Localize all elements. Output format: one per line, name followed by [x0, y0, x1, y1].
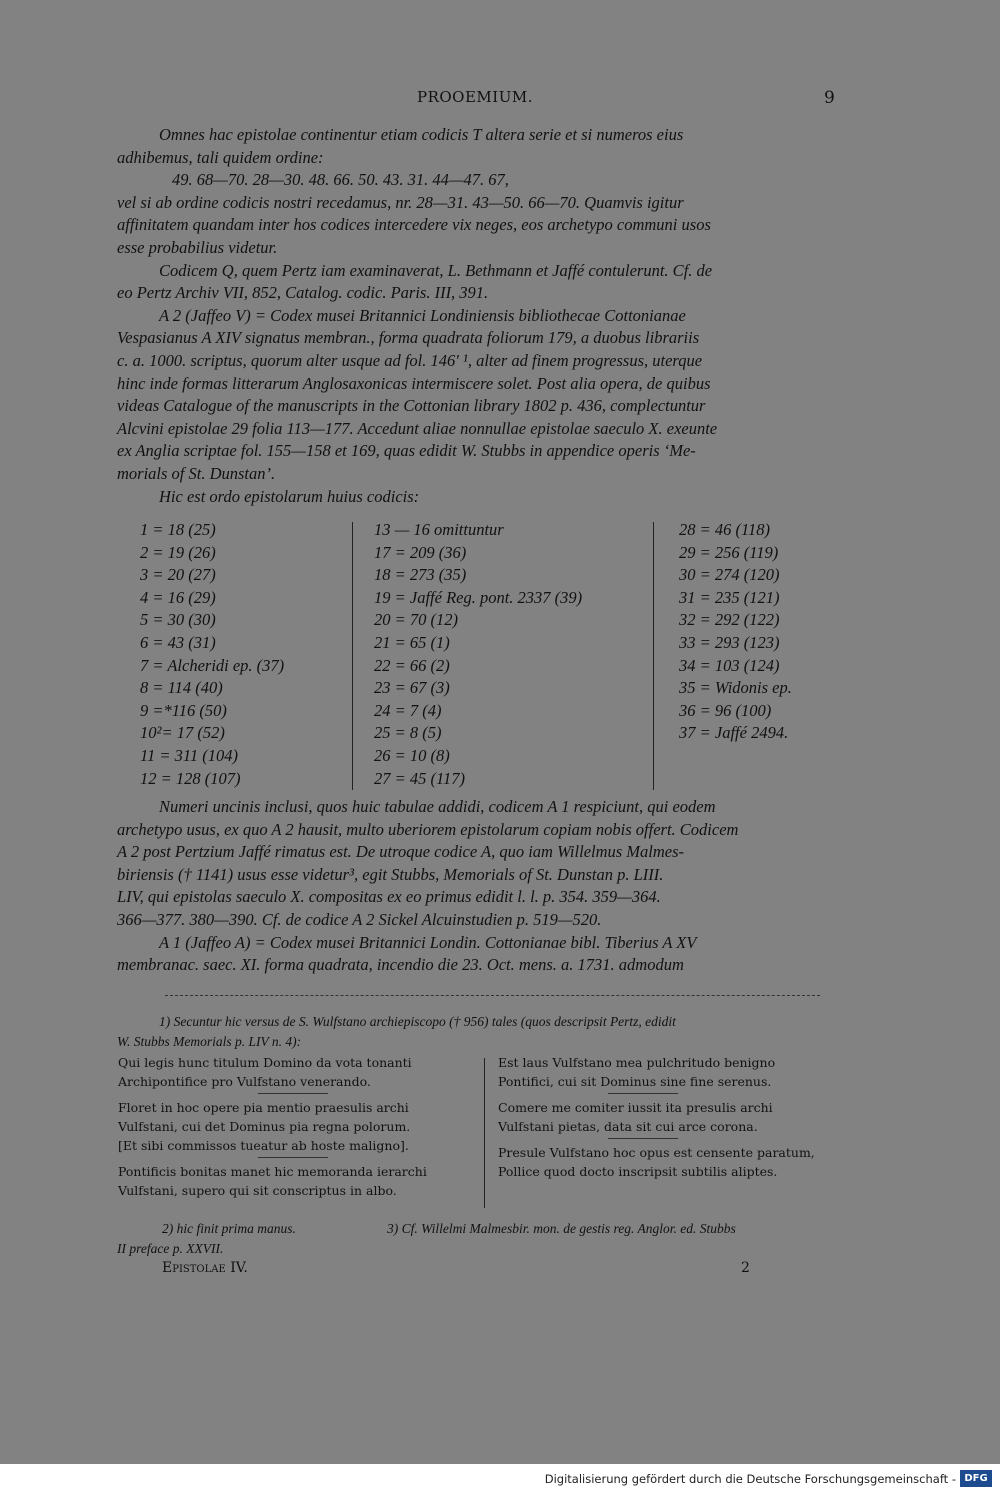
text-line: A 1 (Jaffeo A) = Codex musei Britannici Londin. Cottonianae bibl. Tiberius A XV: [159, 932, 697, 952]
funding-footer-bar: [0, 1464, 1000, 1495]
table-cell: 9 =*116 (50): [140, 700, 227, 720]
stanza-divider: [258, 1093, 328, 1094]
table-cell: 21 = 65 (1): [374, 632, 450, 652]
table-cell: 2 = 19 (26): [140, 542, 216, 562]
table-cell: 30 = 274 (120): [679, 565, 780, 585]
signature-number: 2: [741, 1260, 750, 1276]
table-cell: 29 = 256 (119): [679, 542, 779, 562]
table-cell: 37 = Jaffé 2494.: [679, 723, 789, 743]
signature-mark: Epistolae IV.: [162, 1260, 248, 1276]
text-line: esse probabilius videtur.: [117, 237, 278, 257]
funding-credit-text: Digitalisierung gefördert durch die Deutsche Forschungsgemeinschaft -: [544, 1472, 956, 1486]
table-cell: 11 = 311 (104): [140, 745, 239, 765]
text-line: Numeri uncinis inclusi, quos huic tabulae addidi, codicem A 1 respiciunt, qui eodem: [159, 797, 716, 816]
poem-line: Est laus Vulfstano mea pulchritudo benigno: [498, 1055, 776, 1070]
table-cell: 36 = 96 (100): [679, 700, 772, 720]
table-cell: 23 = 67 (3): [374, 678, 450, 698]
stanza-divider: [608, 1093, 678, 1094]
text-line: 366—377. 380—390. Cf. de codice A 2 Sickel Alcuinstudien p. 519—520.: [117, 909, 602, 929]
text-line: biriensis († 1141) usus esse videtur³, egit Stubbs, Memorials of St. Dunstan p. LIII.: [117, 864, 664, 884]
table-cell: 33 = 293 (123): [679, 632, 780, 652]
table-cell: 7 = Alcheridi ep. (37): [140, 655, 285, 675]
text-line: Alcvini epistolae 29 folia 113—177. Accedunt aliae nonnullae epistolae saeculo X. exeunte: [117, 418, 718, 438]
table-cell: 35 = Widonis ep.: [679, 678, 792, 698]
text-line: affinitatem quandam inter hos codices intercedere vix neges, eos archetypo communi usos: [117, 215, 711, 235]
poem-line: Comere me comiter iussit ita presulis archi: [498, 1100, 773, 1115]
text-line: Codicem Q, quem Pertz iam examinaverat, L. Bethmann et Jaffé contulerunt. Cf. de: [159, 260, 713, 280]
text-line: vel si ab ordine codicis nostri recedamus, nr. 28—31. 43—50. 66—70. Quamvis igitur: [117, 192, 684, 212]
poem-line: Qui legis hunc titulum Domino da vota tonanti: [118, 1055, 412, 1070]
table-cell: 3 = 20 (27): [140, 565, 216, 585]
table-cell: 27 = 45 (117): [374, 768, 466, 788]
table-cell: 8 = 114 (40): [140, 678, 223, 698]
footnote-line: W. Stubbs Memorials p. LIV n. 4):: [117, 1034, 302, 1049]
running-head-title: PROOEMIUM.: [417, 88, 533, 106]
poem-line: Vulfstani, supero qui sit conscriptus in albo.: [118, 1183, 397, 1198]
order-table-col3: [679, 519, 792, 745]
table-cell: 6 = 43 (31): [140, 632, 216, 652]
poem-line: Pontificis bonitas manet hic memoranda ierarchi: [118, 1164, 427, 1179]
table-cell: 17 = 209 (36): [374, 542, 467, 562]
page-number: 9: [824, 88, 835, 108]
table-cell: 5 = 30 (30): [140, 610, 216, 630]
footnote-1: [117, 1012, 842, 1052]
stanza-divider: [258, 1157, 328, 1158]
body-block-bottom: [117, 796, 839, 977]
table-cell: 32 = 292 (122): [679, 610, 780, 630]
table-cell: 18 = 273 (35): [374, 565, 467, 585]
footnote-2: 2) hic finit prima manus.: [162, 1221, 296, 1236]
table-cell: 10²= 17 (52): [140, 723, 225, 743]
poem-right: [498, 1053, 815, 1181]
poem-divider: [484, 1058, 485, 1208]
text-line: eo Pertz Archiv VII, 852, Catalog. codic. Paris. III, 391.: [117, 283, 489, 303]
text-line: archetypo usus, ex quo A 2 hausit, multo uberiorem epistolarum copiam nobis offert. Codicem: [117, 819, 739, 839]
table-cell: 4 = 16 (29): [140, 587, 216, 607]
text-line: Omnes hac epistolae continentur etiam codicis T altera serie et si numeros eius: [159, 125, 684, 144]
poem-line: Presule Vulfstano hoc opus est censente paratum,: [498, 1145, 815, 1160]
table-cell: 1 = 18 (25): [140, 520, 216, 539]
footnote-3: 3) Cf. Willelmi Malmesbir. mon. de gestis reg. Anglor. ed. Stubbs: [387, 1221, 736, 1236]
order-table-col2: [374, 519, 582, 790]
footnote-3-continued: II preface p. XXVII.: [117, 1241, 224, 1256]
text-line: hinc inde formas litterarum Anglosaxonicas intermiscere solet. Post alia opera, de quibus: [117, 373, 711, 393]
text-line: Hic est ordo epistolarum huius codicis:: [159, 486, 420, 506]
poem-line: Floret in hoc opere pia mentio praesulis archi: [118, 1100, 409, 1115]
table-cell: 26 = 10 (8): [374, 745, 450, 765]
table-divider: [653, 522, 654, 790]
poem-line: [Et sibi commissos tueatur ab hoste maligno].: [118, 1138, 409, 1153]
text-line: ex Anglia scriptae fol. 155—158 et 169, quas edidit W. Stubbs in appendice operis ‘Me-: [117, 441, 696, 461]
table-cell: 22 = 66 (2): [374, 655, 450, 675]
footnote-line: 1) Secuntur hic versus de S. Wulfstano archiepiscopo († 956) tales (quos descripsit Pertz, edidit: [159, 1014, 676, 1029]
text-line: morials of St. Dunstan’.: [117, 463, 276, 483]
table-divider: [352, 522, 353, 790]
text-line: membranac. saec. XI. forma quadrata, incendio die 23. Oct. mens. a. 1731. admodum: [117, 955, 684, 975]
poem-line: Pontifici, cui sit Dominus sine fine serenus.: [498, 1074, 772, 1089]
table-cell: 20 = 70 (12): [374, 610, 458, 630]
text-line: LIV, qui epistolas saeculo X. compositas ex eo primus edidit l. l. p. 354. 359—364.: [117, 887, 661, 907]
table-cell: 19 = Jaffé Reg. pont. 2337 (39): [374, 587, 583, 607]
text-line: c. a. 1000. scriptus, quorum alter usque ad fol. 146' ¹, alter ad finem progressus, uterque: [117, 350, 703, 370]
table-cell: 34 = 103 (124): [679, 655, 780, 675]
sequence-line: 49. 68—70. 28—30. 48. 66. 50. 43. 31. 44—47. 67,: [172, 170, 509, 190]
table-cell: 24 = 7 (4): [374, 700, 442, 720]
footnote-rule: [165, 995, 820, 996]
dfg-logo: DFG: [960, 1470, 992, 1487]
table-cell: 12 = 128 (107): [140, 768, 241, 788]
poem-left: [118, 1053, 427, 1200]
table-cell: 25 = 8 (5): [374, 723, 442, 743]
table-cell: 31 = 235 (121): [679, 587, 780, 607]
text-line: A 2 post Pertzium Jaffé rimatus est. De utroque codice A, quo iam Willelmus Malmes-: [117, 842, 685, 862]
poem-line: Pollice quod docto inscripsit subtilis aliptes.: [498, 1164, 778, 1179]
text-line: A 2 (Jaffeo V) = Codex musei Britannici Londiniensis bibliothecae Cottonianae: [159, 305, 686, 325]
text-line: adhibemus, tali quidem ordine:: [117, 147, 324, 167]
poem-line: Vulfstani pietas, data sit cui arce corona.: [498, 1119, 758, 1134]
table-cell: 28 = 46 (118): [679, 520, 771, 539]
body-block-top: [117, 124, 839, 508]
stanza-divider: [608, 1138, 678, 1139]
text-line: Vespasianus A XIV signatus membran., forma quadrata foliorum 179, a duobus librariis: [117, 328, 700, 348]
text-line: videas Catalogue of the manuscripts in the Cottonian library 1802 p. 436, complectuntur: [117, 396, 706, 416]
poem-line: Archipontifice pro Vulfstano venerando.: [118, 1074, 371, 1089]
order-table-col1: [140, 519, 284, 790]
poem-line: Vulfstani, cui det Dominus pia regna polorum.: [118, 1119, 411, 1134]
table-cell: 13 — 16 omittuntur: [374, 520, 504, 539]
